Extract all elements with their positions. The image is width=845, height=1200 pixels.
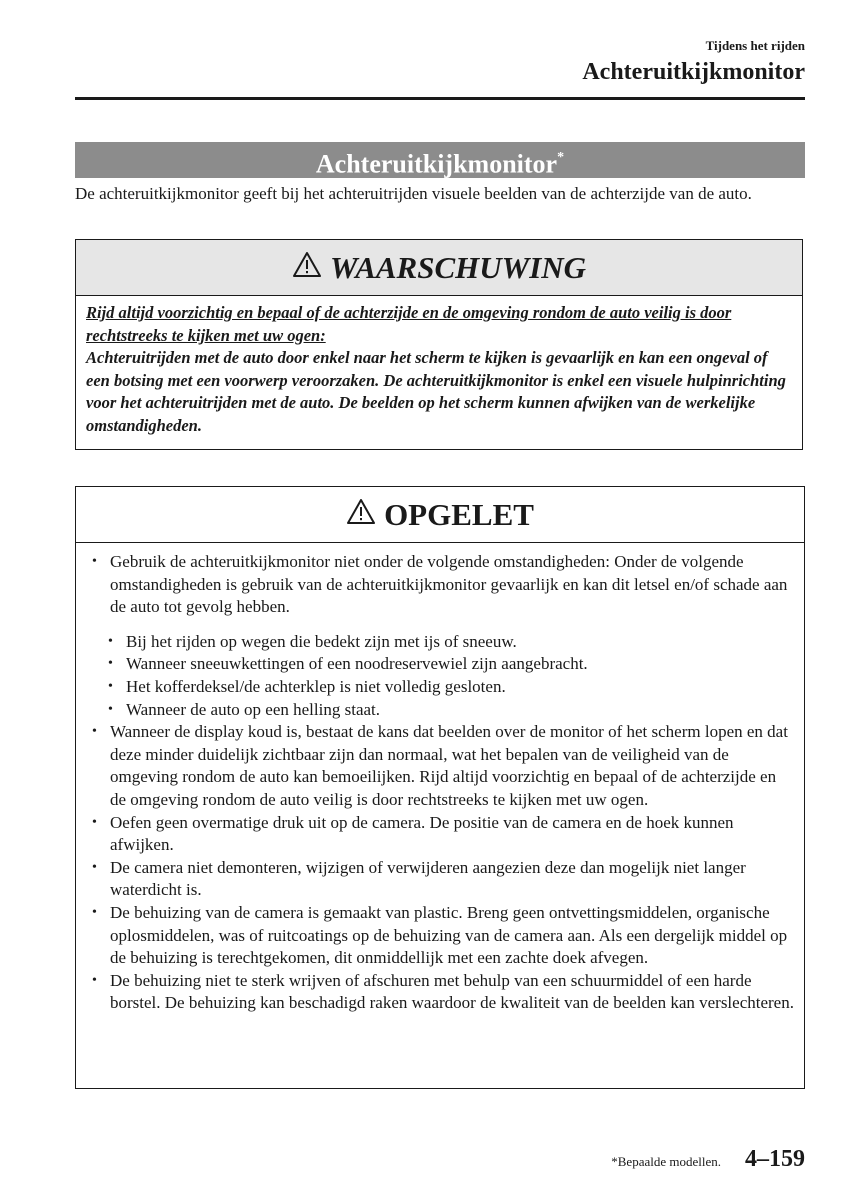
warning-body [76, 296, 802, 437]
sub-list-item: • Bij het rijden op wegen die bedekt zijn met ijs of sneeuw. [108, 631, 794, 654]
warning-text: Achteruitrijden met de auto door enkel naar het scherm te kijken is gevaarlijk en kan een ongeval of een botsing met een voorwerp veroorzaken. De achteruitkijkmonitor is enkel een visuele hulpinrichting voor het achteruitrijden met de auto. De beelden op het scherm kunnen afwijken van de werkelijke omstandigheden. [86, 348, 786, 435]
sub-list-item: • Het kofferdeksel/de achterklep is niet volledig gesloten. [108, 676, 794, 699]
footnote: *Bepaalde modellen. [611, 1154, 721, 1169]
warning-triangle-icon [292, 240, 322, 295]
section-label: Achteruitkijkmonitor [582, 59, 805, 85]
sub-list-item: • Wanneer de auto op een helling staat. [108, 699, 794, 722]
intro-paragraph: De achteruitkijkmonitor geeft bij het achteruitrijden visuele beelden van de achterzijde van de auto. [75, 184, 752, 203]
warning-heading-text: WAARSCHUWING [329, 250, 587, 285]
warning-triangle-icon [346, 487, 376, 542]
page-footer [611, 1146, 805, 1173]
caution-body [76, 543, 804, 1015]
list-item: • De behuizing van de camera is gemaakt van plastic. Breng geen ontvettingsmiddelen, organische oplosmiddelen, was of ruitcoatings op de behuizing van de camera aan. Als een dergelijk middel op de behuizing is terechtgekomen, dit onmiddellijk met een zachte doek afvegen. [92, 902, 794, 970]
list-item: • Wanneer de display koud is, bestaat de kans dat beelden over de monitor of het scherm lopen en dat deze minder duidelijk zichtbaar zijn dan normaal, wat het bepalen van de veiligheid van de omgeving rondom de auto kan bemoeilijken. Rijd altijd voorzichtig en bepaal of de achterzijde en de omgeving rondom de auto veilig is door rechtstreeks te kijken met uw ogen. [92, 721, 794, 811]
warning-box [75, 239, 803, 450]
list-item: • Oefen geen overmatige druk uit op de camera. De positie van de camera en de hoek kunnen afwijken. [92, 812, 794, 857]
caution-heading-text: OPGELET [384, 497, 534, 532]
caution-box [75, 486, 805, 1089]
warning-heading [76, 240, 802, 296]
warning-underlined-text: Rijd altijd voorzichtig en bepaal of de achterzijde en de omgeving rondom de auto veilig is door rechtstreeks te kijken met uw ogen: [86, 303, 732, 345]
model-marker: * [557, 150, 565, 165]
sub-list-item: • Wanneer sneeuwkettingen of een noodreservewiel zijn aangebracht. [108, 653, 794, 676]
header-rule [75, 97, 805, 100]
caution-heading [76, 487, 804, 543]
chapter-label: Tijdens het rijden [705, 38, 805, 53]
list-item: • De camera niet demonteren, wijzigen of verwijderen aangezien deze dan mogelijk niet langer waterdicht is. [92, 857, 794, 902]
running-header [582, 38, 805, 86]
section-title-bar [75, 142, 805, 178]
section-title: Achteruitkijkmonitor [315, 149, 558, 179]
list-item: • Gebruik de achteruitkijkmonitor niet onder de volgende omstandigheden: Onder de volgende omstandigheden is gebruik van de achteruitkijkmonitor gevaarlijk en kan dit letsel en/of schade aan de auto tot gevolg hebben. [92, 551, 794, 619]
list-item: • De behuizing niet te sterk wrijven of afschuren met behulp van een schuurmiddel of een harde borstel. De behuizing kan beschadigd raken waardoor de kwaliteit van de beelden kan verslechteren. [92, 970, 794, 1015]
page-number: 4–159 [745, 1146, 805, 1172]
